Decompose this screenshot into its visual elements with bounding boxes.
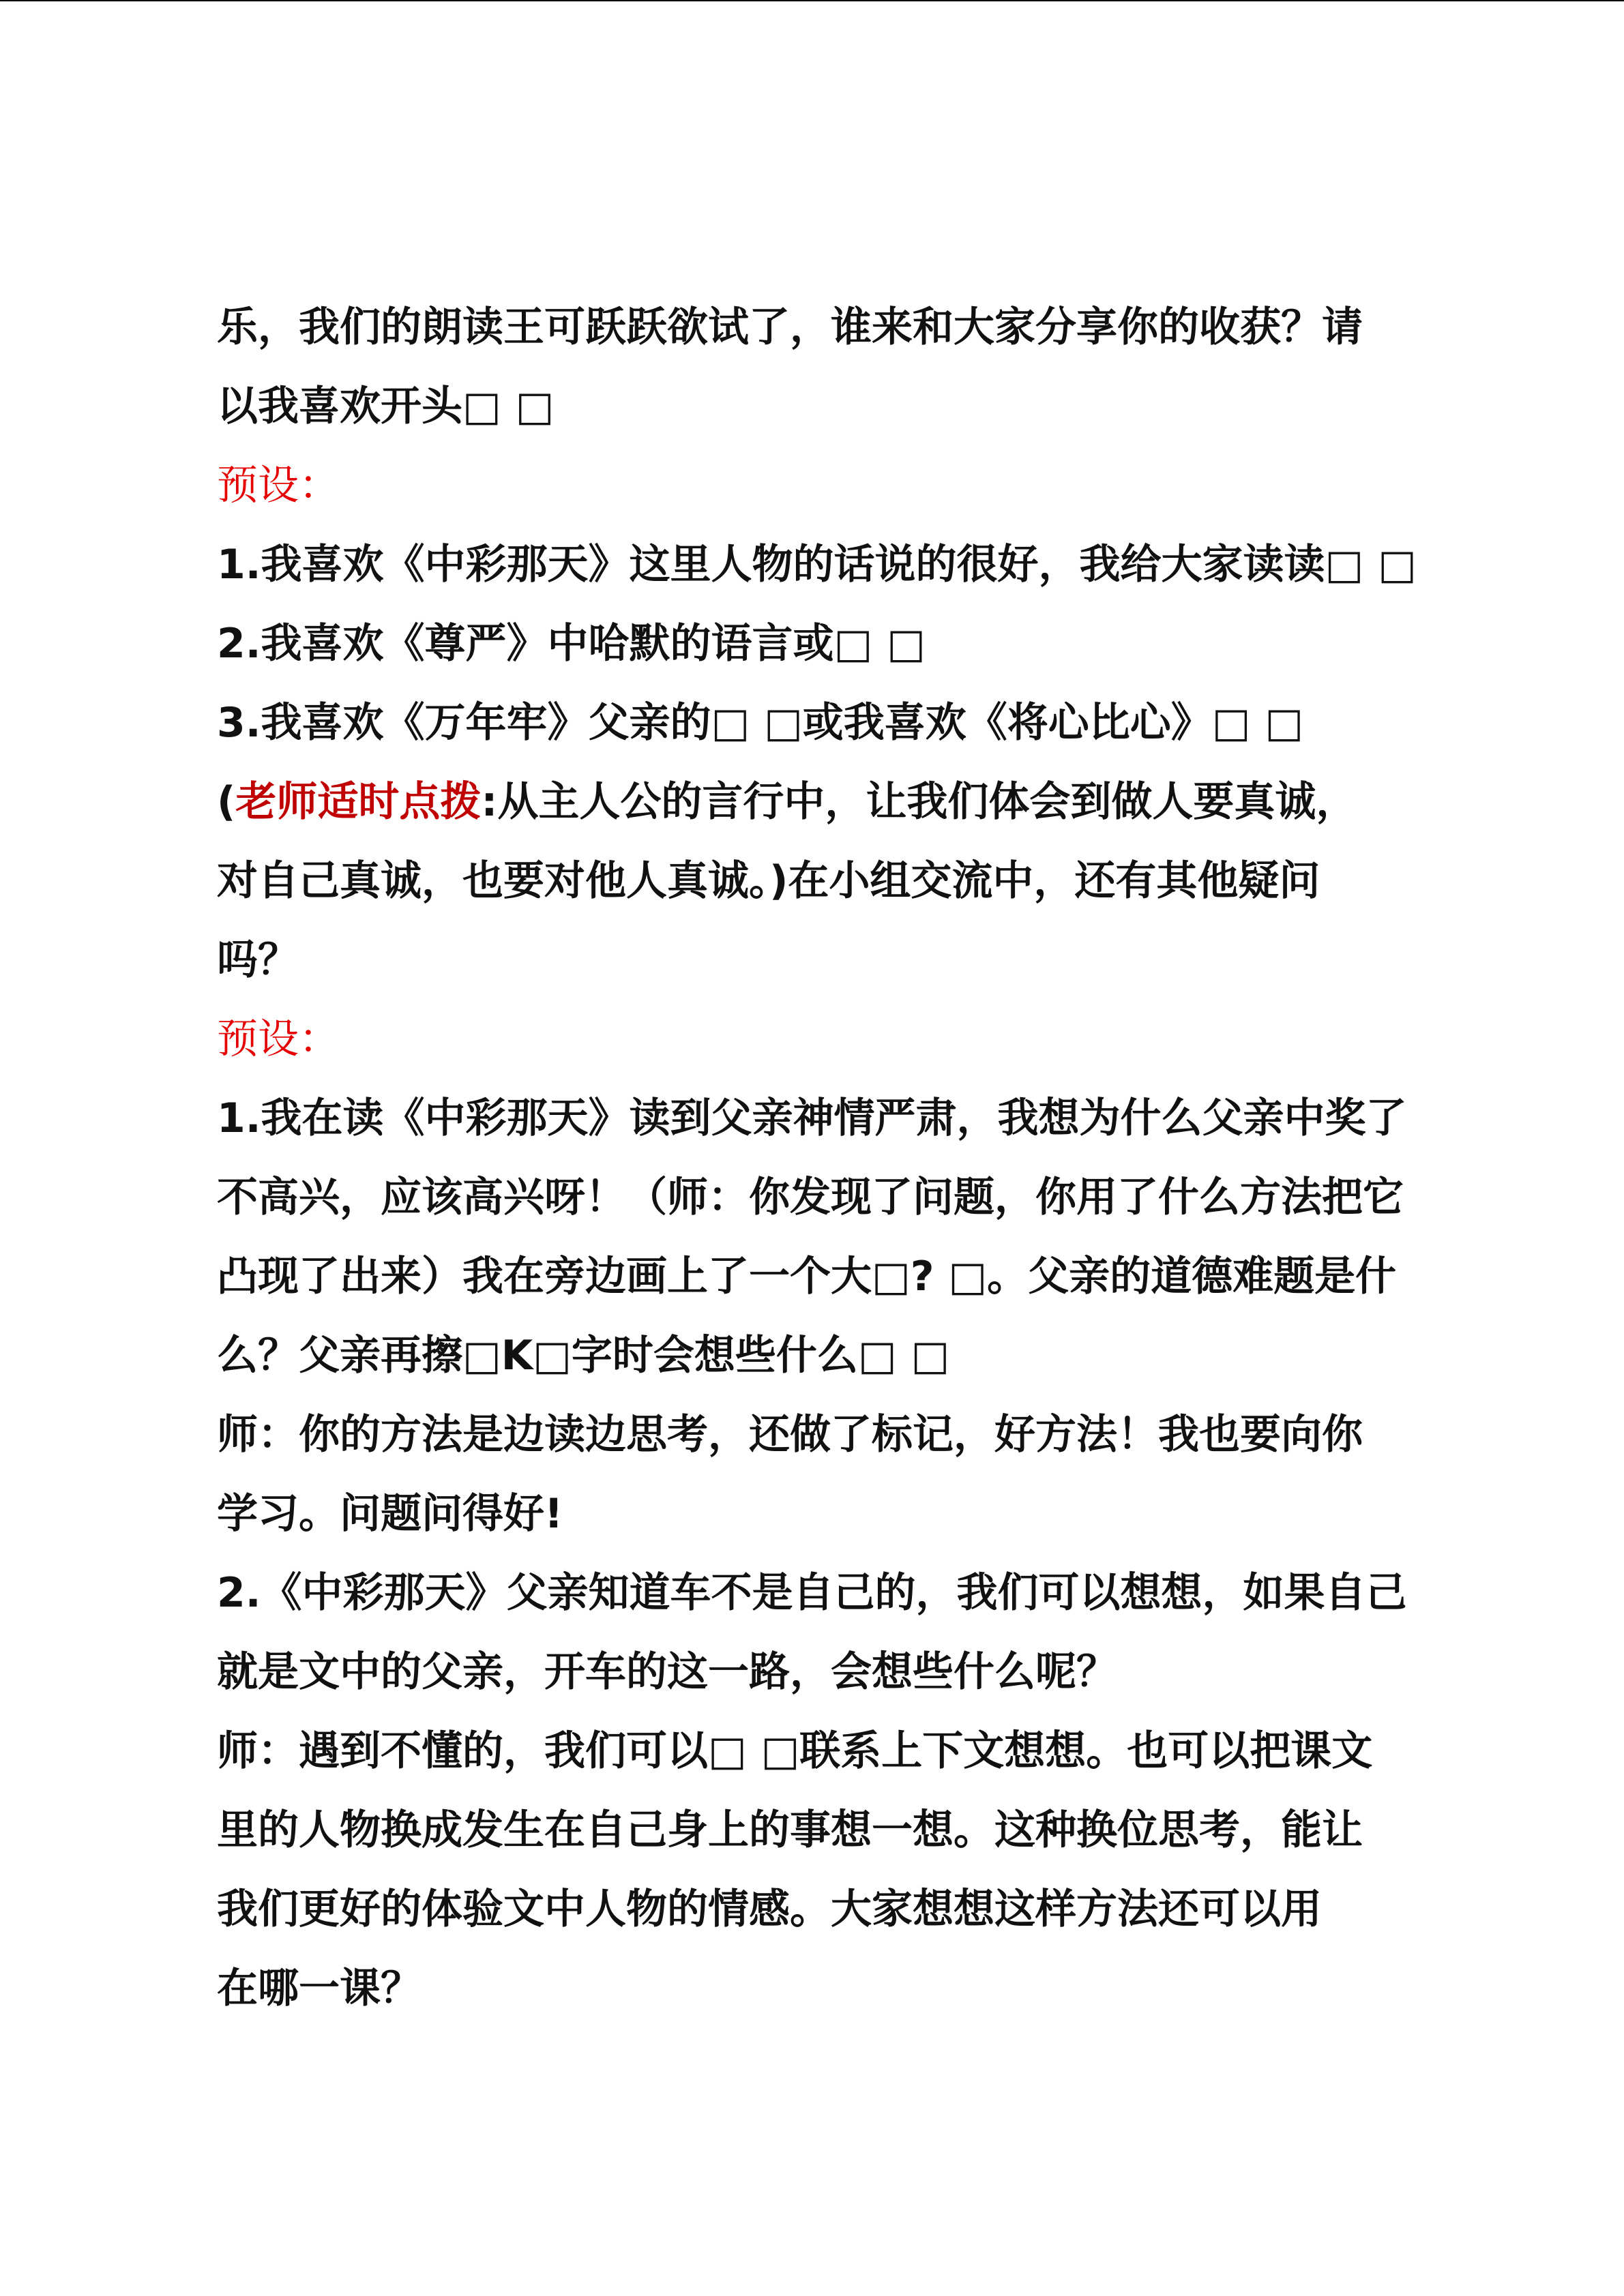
text-line: 2.《中彩那天》父亲知道车不是自己的，我们可以想想，如果自己 [217,1569,1407,1617]
text-line: 学习。问题问得好! [217,1490,563,1538]
text-line: 以我喜欢开头□ □ [217,383,555,430]
teacher-hint-line [217,762,1438,841]
teacher-hint-label: 老师适时点拨 [235,778,482,826]
text-line: 就是文中的父亲，开车的这一路，会想些什么呢？ [217,1648,1117,1696]
text-line: 1.我喜欢《中彩那天》这里人物的话说的很好，我给大家读读□ □ [217,541,1417,588]
text-line: 凸现了出来）我在旁边画上了一个大□? □。父亲的道德难题是什 [217,1253,1397,1300]
lesson-plan-text [217,288,1438,2028]
text-line: 在哪一课？ [217,1965,422,2012]
text-line: 乐，我们的朗读王可跃跃欲试了，谁来和大家分享你的收获？请 [217,303,1363,351]
hint-open-paren: ( [217,778,236,826]
preset-label: 预设： [217,1015,340,1063]
teacher-hint-text: 从主人公的言行中，让我们体会到做人要真诚， [497,778,1357,826]
text-line: 2.我喜欢《尊严》中哈默的语言或□ □ [217,620,926,668]
text-line: 我们更好的体验文中人物的情感。大家想想这样方法还可以用 [217,1885,1322,1933]
text-line: 么？父亲再擦□K□字时会想些什么□ □ [217,1332,950,1380]
text-line: 吗？ [217,936,299,984]
text-line: 对自己真诚，也要对他人真诚。)在小组交流中，还有其他疑问 [217,857,1320,905]
text-line: 1.我在读《中彩那天》读到父亲神情严肃，我想为什么父亲中奖了 [217,1094,1407,1142]
preset-label: 预设： [217,462,340,509]
hint-colon: : [481,778,498,826]
text-line: 不高兴，应该高兴呀！（师：你发现了问题，你用了什么方法把它 [217,1174,1404,1221]
text-line: 里的人物换成发生在自己身上的事想一想。这种换位思考，能让 [217,1806,1363,1854]
text-line: 3.我喜欢《万年牢》父亲的□ □或我喜欢《将心比心》□ □ [217,699,1304,747]
text-line: 师：遇到不懂的，我们可以□ □联系上下文想想。也可以把课文 [217,1727,1373,1775]
text-line: 师：你的方法是边读边思考，还做了标记，好方法！我也要向你 [217,1411,1363,1459]
